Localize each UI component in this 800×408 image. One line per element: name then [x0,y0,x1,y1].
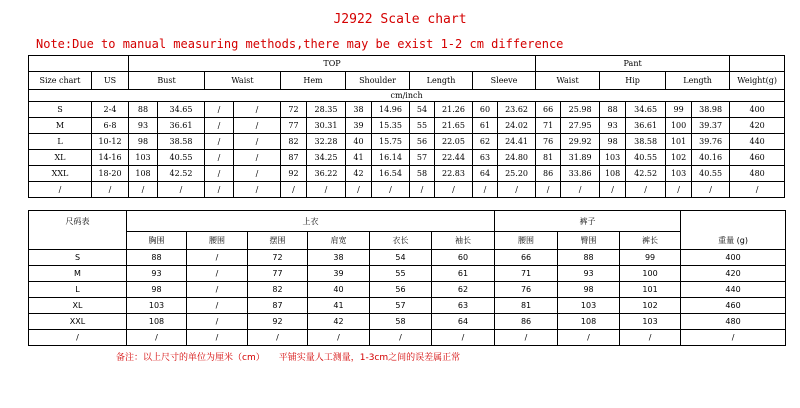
value-cell: 103 [620,314,681,330]
table-row [29,134,785,150]
value-cell: 36.61 [158,118,205,134]
size-cell: S [29,102,92,118]
value-cell: / [600,182,626,198]
value-cell: 38.58 [626,134,666,150]
value-cell: 400 [681,250,786,266]
col-header-cn: 袖长 [432,232,495,250]
value-cell: / [234,166,281,182]
value-cell: 24.02 [498,118,536,134]
value-cell: 29.92 [561,134,600,150]
value-cell: / [346,182,372,198]
top-group-header: TOP [129,56,536,72]
value-cell: 24.80 [498,150,536,166]
size-label-cn: 尺码表 [29,211,127,232]
value-cell: 21.65 [435,118,473,134]
value-cell: 41 [346,150,372,166]
value-cell: 93 [600,118,626,134]
size-cell: M [29,118,92,134]
value-cell: 103 [600,150,626,166]
value-cell: / [370,330,432,346]
value-cell: 38.98 [692,102,730,118]
value-cell: 100 [666,118,692,134]
value-cell: / [666,182,692,198]
value-cell: / [234,134,281,150]
value-cell: 66 [495,250,558,266]
value-cell: 86 [536,166,561,182]
size-cell: / [29,330,127,346]
value-cell: 57 [410,150,435,166]
value-cell: 16.54 [372,166,410,182]
value-cell: 108 [558,314,620,330]
size-cell: M [29,266,127,282]
value-cell: / [187,266,248,282]
value-cell: 93 [558,266,620,282]
table-row [29,182,785,198]
value-cell: 23.62 [498,102,536,118]
value-cell: / [308,330,370,346]
value-cell: / [410,182,435,198]
value-cell: 39.76 [692,134,730,150]
value-cell: 93 [127,266,187,282]
unit-label: cm/inch [29,90,785,102]
value-cell: / [435,182,473,198]
value-cell: 101 [620,282,681,298]
col-header: Size chart [29,72,92,90]
value-cell: / [234,182,281,198]
size-cell: XL [29,150,92,166]
value-cell: 39 [308,266,370,282]
value-cell: 64 [432,314,495,330]
value-cell: / [281,182,307,198]
value-cell: 460 [681,298,786,314]
value-cell: 66 [536,102,561,118]
value-cell: 108 [127,314,187,330]
value-cell: 40 [346,134,372,150]
value-cell: / [187,330,248,346]
value-cell: 24.41 [498,134,536,150]
col-header: Sleeve [473,72,536,90]
value-cell: 98 [127,282,187,298]
value-cell: 40.55 [692,166,730,182]
table-row [29,250,786,266]
value-cell: 61 [473,118,498,134]
size-cell: XXL [29,314,127,330]
value-cell: 34.65 [158,102,205,118]
value-cell: 77 [248,266,308,282]
value-cell: 440 [730,134,785,150]
table-row [29,330,786,346]
value-cell: 103 [666,166,692,182]
value-cell: 21.26 [435,102,473,118]
col-header-cn: 腰围 [495,232,558,250]
size-chart-cn-table [28,210,786,346]
value-cell: 420 [681,266,786,282]
value-cell: / [620,330,681,346]
value-cell: 40.55 [626,150,666,166]
value-cell: / [473,182,498,198]
value-cell: 40 [308,282,370,298]
value-cell: / [187,282,248,298]
table-row [29,166,785,182]
col-header-cn: 衣长 [370,232,432,250]
value-cell: / [234,118,281,134]
value-cell: 61 [432,266,495,282]
value-cell: 62 [473,134,498,150]
cn-footnote-unit: 备注：以上尺寸的单位为厘米（cm） [116,353,265,363]
value-cell: 25.98 [561,102,600,118]
value-cell: 63 [473,150,498,166]
value-cell: 72 [281,102,307,118]
value-cell: 60 [473,102,498,118]
value-cell: 72 [248,250,308,266]
col-header-cn: 重量 (g) [681,232,786,250]
col-header: Shoulder [346,72,410,90]
value-cell: / [248,330,308,346]
value-cell: / [495,330,558,346]
col-header-cn: 肩宽 [308,232,370,250]
value-cell: 42 [346,166,372,182]
value-cell: 18-20 [92,166,129,182]
table-row [29,282,786,298]
value-cell: 103 [127,298,187,314]
value-cell: 36.61 [626,118,666,134]
value-cell: / [205,150,234,166]
value-cell: 39.37 [692,118,730,134]
value-cell: 54 [410,102,435,118]
table-row [29,266,786,282]
value-cell: 42.52 [158,166,205,182]
col-header: Hem [281,72,346,90]
value-cell: 400 [730,102,785,118]
table-row [29,314,786,330]
value-cell: 38 [308,250,370,266]
col-header: Waist [536,72,600,90]
col-header: Waist [205,72,281,90]
col-header: Weight(g) [730,72,785,90]
size-chart-inch-table [28,55,785,198]
value-cell: 39 [346,118,372,134]
value-cell: 42 [308,314,370,330]
value-cell: 60 [432,250,495,266]
value-cell: 56 [370,282,432,298]
value-cell: 87 [281,150,307,166]
value-cell: 33.86 [561,166,600,182]
col-header-cn: 臀围 [558,232,620,250]
value-cell: 32.28 [307,134,346,150]
col-header: Bust [129,72,205,90]
table-row [29,118,785,134]
value-cell: 98 [129,134,158,150]
cn-footnote [116,350,474,363]
col-header: Length [410,72,473,90]
value-cell: 420 [730,118,785,134]
value-cell: 58 [370,314,432,330]
size-cell: S [29,250,127,266]
value-cell: 28.35 [307,102,346,118]
value-cell: 30.31 [307,118,346,134]
value-cell: 88 [600,102,626,118]
size-cell: L [29,134,92,150]
value-cell: 63 [432,298,495,314]
size-cell: XL [29,298,127,314]
value-cell: 40.55 [158,150,205,166]
size-cell: L [29,282,127,298]
measurement-note: Note:Due to manual measuring methods,there may be exist 1-2 cm difference [36,37,564,51]
value-cell: / [558,330,620,346]
value-cell: / [187,250,248,266]
col-header-cn: 胸围 [127,232,187,250]
value-cell: 82 [281,134,307,150]
value-cell: / [127,330,187,346]
value-cell: 54 [370,250,432,266]
value-cell: 56 [410,134,435,150]
size-cell: / [29,182,92,198]
value-cell: / [205,134,234,150]
value-cell: 71 [536,118,561,134]
value-cell: 88 [129,102,158,118]
table-row [29,102,785,118]
value-cell: 6-8 [92,118,129,134]
value-cell: 77 [281,118,307,134]
value-cell: 81 [495,298,558,314]
value-cell: / [129,182,158,198]
value-cell: 42.52 [626,166,666,182]
value-cell: 2-4 [92,102,129,118]
value-cell: 480 [730,166,785,182]
value-cell: / [158,182,205,198]
value-cell: / [498,182,536,198]
table-row [29,150,785,166]
value-cell: 71 [495,266,558,282]
value-cell: / [187,314,248,330]
value-cell: 40.16 [692,150,730,166]
value-cell: / [626,182,666,198]
value-cell: 22.83 [435,166,473,182]
value-cell: 34.65 [626,102,666,118]
value-cell: 108 [129,166,158,182]
value-cell: / [205,166,234,182]
value-cell: 31.89 [561,150,600,166]
value-cell: 36.22 [307,166,346,182]
value-cell: 87 [248,298,308,314]
value-cell: 10-12 [92,134,129,150]
value-cell: 102 [620,298,681,314]
value-cell: 86 [495,314,558,330]
value-cell: 99 [620,250,681,266]
pant-group-header-cn: 裤子 [495,211,681,232]
value-cell: 98 [600,134,626,150]
value-cell: 15.75 [372,134,410,150]
value-cell: 16.14 [372,150,410,166]
value-cell: 82 [248,282,308,298]
size-cell: XXL [29,166,92,182]
value-cell: 480 [681,314,786,330]
pant-group-header: Pant [536,56,730,72]
col-header-cn: 腰围 [187,232,248,250]
value-cell: 108 [600,166,626,182]
value-cell: 38 [346,102,372,118]
value-cell: 99 [666,102,692,118]
value-cell: / [234,102,281,118]
col-header: Length [666,72,730,90]
value-cell: 14.96 [372,102,410,118]
col-header-cn: 裤长 [620,232,681,250]
value-cell: 76 [536,134,561,150]
value-cell: / [187,298,248,314]
value-cell: 55 [410,118,435,134]
value-cell: / [234,150,281,166]
value-cell: 93 [129,118,158,134]
value-cell: 14-16 [92,150,129,166]
value-cell: 57 [370,298,432,314]
value-cell: 101 [666,134,692,150]
col-header: US [92,72,129,90]
value-cell: / [432,330,495,346]
value-cell: / [681,330,786,346]
value-cell: 88 [558,250,620,266]
value-cell: 64 [473,166,498,182]
value-cell: 55 [370,266,432,282]
col-header-cn: 摆围 [248,232,308,250]
value-cell: 102 [666,150,692,166]
value-cell: / [307,182,346,198]
value-cell: 103 [558,298,620,314]
value-cell: 76 [495,282,558,298]
cn-footnote-tolerance: 平铺实量人工测量，1-3cm之间的误差属正常 [278,353,461,363]
value-cell: 92 [281,166,307,182]
value-cell: / [372,182,410,198]
value-cell: 103 [129,150,158,166]
value-cell: 15.35 [372,118,410,134]
value-cell: 22.05 [435,134,473,150]
value-cell: / [692,182,730,198]
value-cell: 41 [308,298,370,314]
value-cell: 27.95 [561,118,600,134]
top-group-header-cn: 上衣 [127,211,495,232]
value-cell: 25.20 [498,166,536,182]
value-cell: / [205,102,234,118]
value-cell: 98 [558,282,620,298]
value-cell: 88 [127,250,187,266]
value-cell: / [561,182,600,198]
value-cell: / [92,182,129,198]
value-cell: 38.58 [158,134,205,150]
value-cell: 34.25 [307,150,346,166]
value-cell: 58 [410,166,435,182]
value-cell: / [730,182,785,198]
col-header: Hip [600,72,666,90]
value-cell: 440 [681,282,786,298]
value-cell: 92 [248,314,308,330]
value-cell: 22.44 [435,150,473,166]
value-cell: / [205,118,234,134]
value-cell: 100 [620,266,681,282]
value-cell: / [205,182,234,198]
chart-title: J2922 Scale chart [333,12,467,27]
value-cell: 62 [432,282,495,298]
value-cell: / [536,182,561,198]
value-cell: 460 [730,150,785,166]
table-row [29,298,786,314]
value-cell: 81 [536,150,561,166]
